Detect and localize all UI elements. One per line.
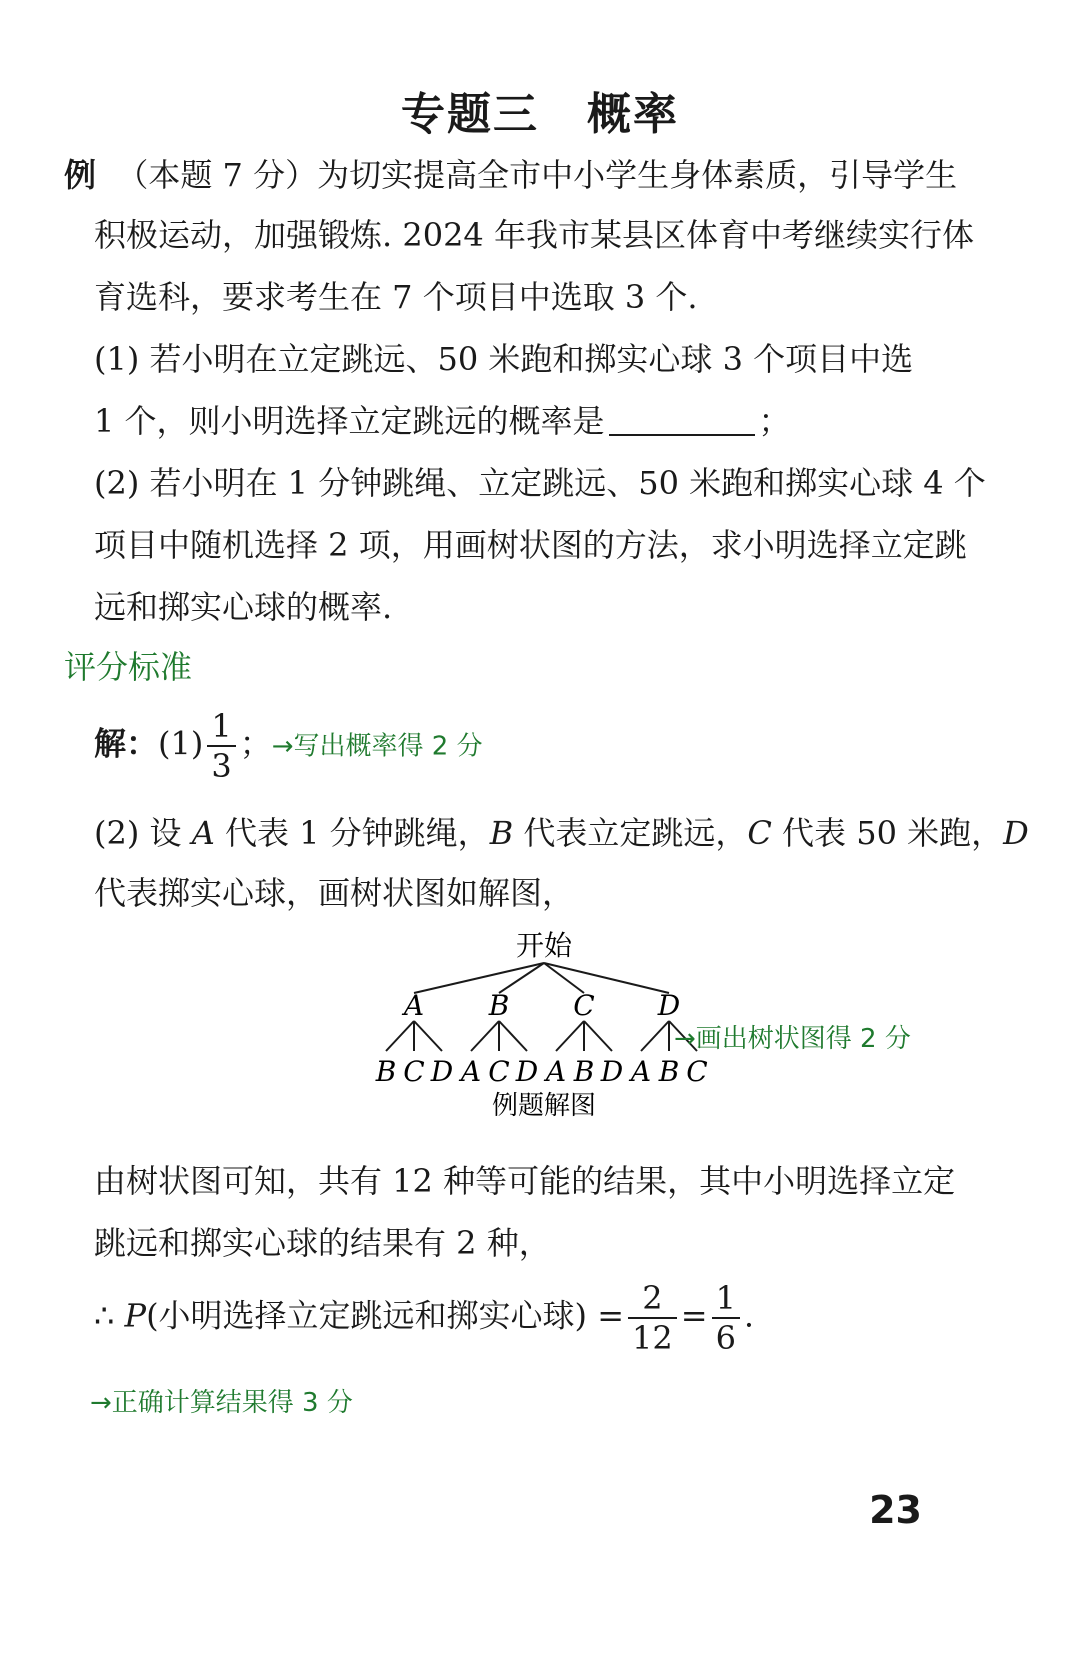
solution-part-2-line-1: (2) 设 A 代表 1 分钟跳绳，B 代表立定跳远，C 代表 50 米跑，D bbox=[94, 814, 1029, 852]
tree-leaf-label: C bbox=[488, 1055, 510, 1088]
problem-line-1: 例 （本题 7 分）为切实提高全市中小学生身体素质，引导学生 bbox=[64, 156, 958, 194]
title-topic: 专题三 bbox=[401, 89, 539, 140]
problem-line-2: 积极运动，加强锻炼. 2024 年我市某县区体育中考继续实行体 bbox=[94, 216, 974, 254]
probability-line: ∴ P(小明选择立定跳远和掷实心球) = $\frac{2}{12}$ = $\frac{1}{6}$ . bbox=[94, 1279, 755, 1357]
probability-fraction-2: $\frac{1}{6}$ bbox=[712, 1282, 740, 1354]
tree-level-1-label: C bbox=[573, 989, 595, 1022]
tree-branch bbox=[641, 1021, 669, 1051]
tree-leaf-label: D bbox=[430, 1055, 454, 1088]
tree-leaf-label: C bbox=[686, 1055, 708, 1088]
result-line-1: 由树状图可知，共有 12 种等可能的结果，其中小明选择立定 bbox=[94, 1162, 956, 1200]
tree-branch bbox=[556, 1021, 584, 1051]
tree-branch bbox=[386, 1021, 414, 1051]
page-number: 23 bbox=[869, 1488, 922, 1532]
tree-leaf-label: A bbox=[630, 1055, 652, 1088]
tree-leaf-label: D bbox=[515, 1055, 539, 1088]
tree-branch bbox=[414, 963, 544, 993]
tree-leaf-label: B bbox=[658, 1055, 680, 1088]
tree-leaf-label: C bbox=[403, 1055, 425, 1088]
tree-leaf-label: B bbox=[573, 1055, 595, 1088]
title-subject: 概率 bbox=[587, 89, 679, 140]
result-line-2: 跳远和掷实心球的结果有 2 种， bbox=[94, 1224, 551, 1262]
question-2-line-1: (2) 若小明在 1 分钟跳绳、立定跳远、50 米跑和掷实心球 4 个 bbox=[94, 464, 986, 502]
question-1-line-2: 1 个，则小明选择立定跳远的概率是 ； bbox=[94, 402, 791, 440]
answer-fraction: $\frac{1}{3}$ bbox=[207, 710, 235, 782]
probability-fraction-1: $\frac{2}{12}$ bbox=[628, 1282, 677, 1354]
tree-leaf-label: B bbox=[375, 1055, 397, 1088]
problem-line-3: 育选科，要求考生在 7 个项目中选取 3 个. bbox=[94, 278, 698, 316]
solution-part-1: 解：(1) $\frac{1}{3}$ ；→写出概率得 2 分 bbox=[94, 707, 483, 785]
solution-part-2-line-2: 代表掷实心球，画树状图如解图， bbox=[94, 874, 575, 912]
question-2-line-2: 项目中随机选择 2 项，用画树状图的方法，求小明选择立定跳 bbox=[94, 526, 967, 564]
question-1-line-1: (1) 若小明在立定跳远、50 米跑和掷实心球 3 个项目中选 bbox=[94, 340, 914, 378]
tree-level-1-label: B bbox=[488, 989, 510, 1022]
solution-label: 解： bbox=[94, 724, 159, 763]
tree-branch bbox=[584, 1021, 612, 1051]
scoring-header: 评分标准 bbox=[64, 648, 193, 686]
tree-leaf-label: A bbox=[460, 1055, 482, 1088]
tree-leaf-label: D bbox=[600, 1055, 624, 1088]
tree-root-label: 开始 bbox=[515, 929, 573, 962]
tree-score-note: →画出树状图得 2 分 bbox=[674, 1024, 911, 1054]
tree-branch bbox=[471, 1021, 499, 1051]
tree-caption: 例题解图 bbox=[491, 1091, 597, 1121]
tree-level-1-label: D bbox=[657, 989, 681, 1022]
tree-branch bbox=[414, 1021, 442, 1051]
question-2-line-3: 远和掷实心球的概率. bbox=[94, 588, 393, 626]
tree-level-1-label: A bbox=[403, 989, 425, 1022]
part-1-score-note: →写出概率得 2 分 bbox=[271, 731, 483, 762]
example-label: 例 bbox=[64, 156, 97, 194]
final-score-note: →正确计算结果得 3 分 bbox=[90, 1388, 353, 1418]
tree-leaf-label: A bbox=[545, 1055, 567, 1088]
tree-branch bbox=[499, 1021, 527, 1051]
